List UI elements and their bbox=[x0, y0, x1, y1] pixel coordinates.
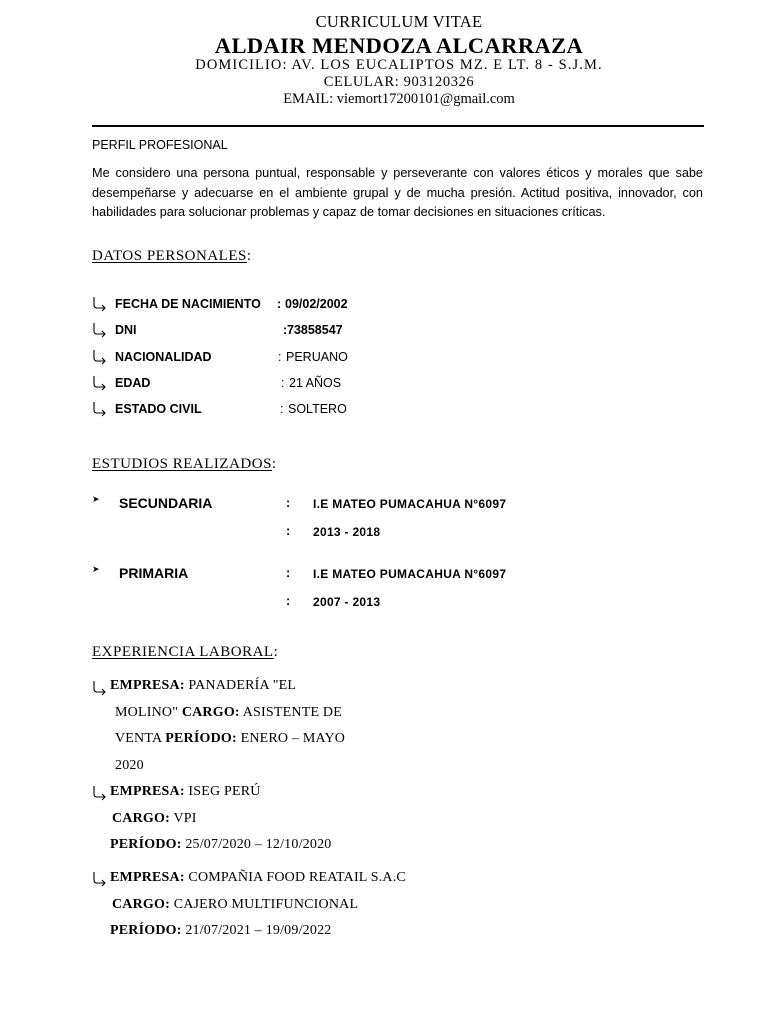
hooked-arrow-icon bbox=[92, 401, 110, 417]
job-line bbox=[110, 678, 296, 694]
job-line bbox=[115, 758, 144, 774]
estudio-colon: : bbox=[286, 594, 291, 608]
job-cargo: VPI bbox=[173, 811, 197, 826]
email-line: EMAIL: viemort17200101@gmail.com bbox=[283, 91, 515, 107]
job-line bbox=[112, 811, 197, 827]
experiencia-heading-text: EXPERIENCIA LABORAL bbox=[92, 644, 274, 660]
estudios-heading-text: ESTUDIOS REALIZADOS bbox=[92, 456, 272, 472]
estudio-period: 2013 - 2018 bbox=[313, 525, 381, 539]
document-title: CURRICULUM VITAE bbox=[315, 12, 483, 31]
hooked-arrow-icon bbox=[92, 680, 110, 696]
estudio-level: SECUNDARIA bbox=[119, 495, 213, 511]
datos-heading bbox=[92, 248, 252, 265]
datos-label: DNI bbox=[115, 323, 137, 337]
datos-heading-colon: : bbox=[246, 248, 252, 264]
empresa-label: EMPRESA: bbox=[110, 678, 185, 693]
datos-row-estado-civil bbox=[0, 401, 768, 419]
job-cargo: VENTA bbox=[115, 731, 162, 746]
datos-label: NACIONALIDAD bbox=[115, 350, 212, 364]
job-line bbox=[110, 837, 331, 853]
estudio-school: I.E MATEO PUMACAHUA N°6097 bbox=[313, 497, 507, 511]
datos-colon: : bbox=[278, 350, 282, 364]
estudio-school: I.E MATEO PUMACAHUA N°6097 bbox=[313, 567, 507, 581]
job-line bbox=[112, 897, 358, 913]
datos-colon: : bbox=[281, 376, 285, 390]
estudio-level: PRIMARIA bbox=[119, 565, 189, 581]
job-cargo: CAJERO MULTIFUNCIONAL bbox=[173, 897, 359, 912]
hooked-arrow-icon bbox=[92, 349, 110, 365]
datos-colon: : bbox=[283, 323, 288, 337]
datos-value: 09/02/2002 bbox=[285, 297, 348, 311]
cargo-label: CARGO: bbox=[181, 705, 240, 720]
header-divider bbox=[92, 125, 704, 127]
periodo-label: PERÍODO: bbox=[110, 837, 182, 852]
datos-row-dni bbox=[0, 322, 768, 340]
address-line: DOMICILIO: AV. LOS EUCALIPTOS MZ. E LT. 8 - S.J.M. bbox=[195, 57, 603, 73]
job-empresa: ISEG PERÚ bbox=[188, 784, 261, 799]
datos-label: ESTADO CIVIL bbox=[115, 402, 202, 416]
perfil-heading: PERFIL PROFESIONAL bbox=[92, 138, 228, 152]
cargo-label: CARGO: bbox=[112, 897, 170, 912]
job-periodo: 2020 bbox=[115, 758, 144, 773]
periodo-label: PERÍODO: bbox=[110, 923, 182, 938]
perfil-text: Me considero una persona puntual, responsable y perseverante con valores éticos y morales que sabe desempeñarse y adecuarse en el ambiente grupal y de mucha presión. Actitud positiva, innovador, con habilidades para solucionar problemas y capaz de tomar decisiones en situaciones críticas. bbox=[92, 166, 703, 219]
cargo-label: CARGO: bbox=[112, 811, 170, 826]
datos-value: 21 AÑOS bbox=[289, 376, 342, 390]
job-line bbox=[110, 923, 331, 939]
job-empresa: MOLINO" bbox=[115, 705, 179, 720]
job-line bbox=[110, 784, 261, 800]
estudios-heading-colon: : bbox=[271, 456, 277, 472]
job-periodo: ENERO – MAYO bbox=[240, 731, 346, 746]
hooked-arrow-icon bbox=[92, 375, 110, 391]
empresa-label: EMPRESA: bbox=[110, 870, 185, 885]
hooked-arrow-icon bbox=[92, 296, 110, 312]
arrowhead-bullet-icon: ➤ bbox=[92, 494, 100, 504]
experiencia-heading bbox=[92, 644, 278, 661]
datos-row-nacionalidad bbox=[0, 349, 768, 367]
empresa-label: EMPRESA: bbox=[110, 784, 185, 799]
hooked-arrow-icon bbox=[92, 322, 110, 338]
job-line bbox=[115, 705, 342, 721]
datos-heading-text: DATOS PERSONALES bbox=[92, 248, 247, 264]
estudio-colon: : bbox=[286, 566, 291, 580]
datos-label: EDAD bbox=[115, 376, 151, 390]
estudio-period: 2007 - 2013 bbox=[313, 595, 381, 609]
datos-row-edad bbox=[0, 375, 768, 393]
datos-label: FECHA DE NACIMIENTO bbox=[115, 297, 261, 311]
periodo-label: PERÍODO: bbox=[165, 731, 237, 746]
job-periodo: 25/07/2020 – 12/10/2020 bbox=[185, 837, 332, 852]
datos-value: 73858547 bbox=[287, 323, 343, 337]
job-line bbox=[115, 731, 345, 747]
experiencia-heading-colon: : bbox=[273, 644, 279, 660]
job-empresa: PANADERÍA "EL bbox=[188, 678, 297, 693]
datos-value: PERUANO bbox=[286, 350, 348, 364]
hooked-arrow-icon bbox=[92, 871, 110, 887]
estudio-colon: : bbox=[286, 524, 291, 538]
datos-row-nacimiento bbox=[0, 296, 768, 314]
arrowhead-bullet-icon: ➤ bbox=[92, 564, 100, 574]
datos-colon: : bbox=[280, 402, 284, 416]
job-line bbox=[110, 870, 406, 886]
job-empresa: COMPAÑIA FOOD REATAIL S.A.C bbox=[188, 870, 406, 885]
phone-line: CELULAR: 903120326 bbox=[323, 74, 475, 90]
datos-value: SOLTERO bbox=[288, 402, 347, 416]
job-cargo: ASISTENTE DE bbox=[242, 705, 342, 720]
estudios-heading bbox=[92, 456, 277, 473]
estudio-colon: : bbox=[286, 496, 291, 510]
datos-colon: : bbox=[277, 297, 282, 311]
hooked-arrow-icon bbox=[92, 785, 110, 801]
candidate-name: ALDAIR MENDOZA ALCARRAZA bbox=[214, 33, 584, 58]
job-periodo: 21/07/2021 – 19/09/2022 bbox=[185, 923, 332, 938]
